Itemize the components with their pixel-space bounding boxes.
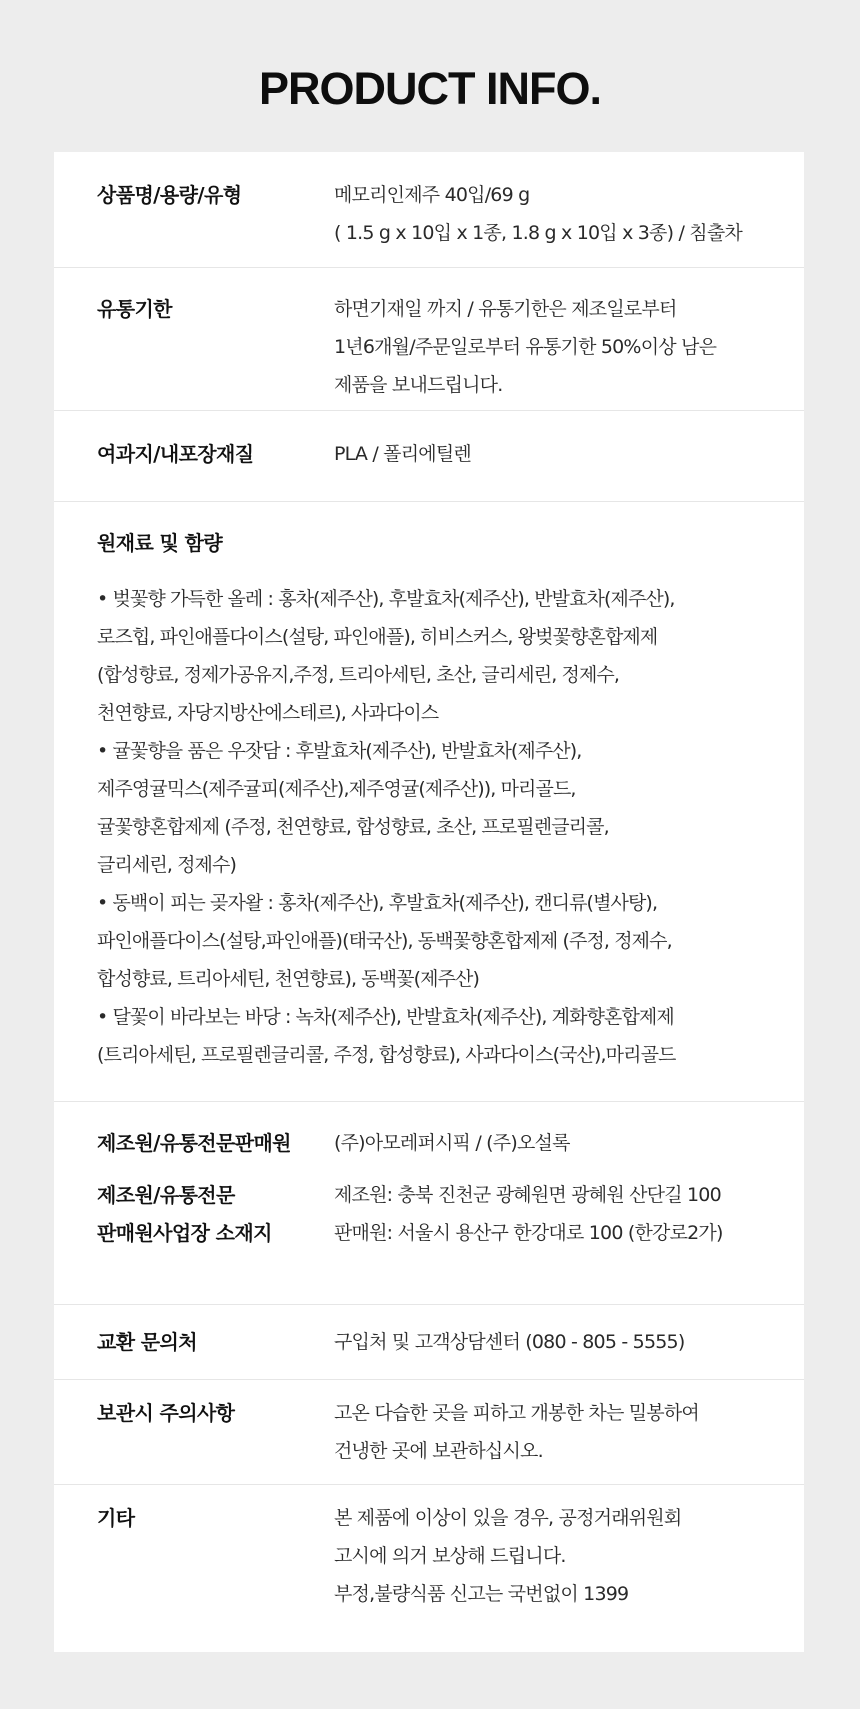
ingredient-line: 귤꽃향혼합제제 (주정, 천연향료, 합성향료, 초산, 프로필렌글리콜,: [97, 816, 609, 838]
row-value-address: [334, 1176, 794, 1252]
value-line: 하면기재일 까지 / 유통기한은 제조일로부터: [334, 298, 677, 320]
row-value: [334, 290, 794, 404]
row-value: [334, 1394, 794, 1470]
row-label: 기타: [97, 1506, 135, 1530]
row-product-name: [54, 152, 804, 267]
row-material: [54, 410, 804, 501]
ingredient-line: • 달꽃이 바라보는 바당 : 녹차(제주산), 반발효차(제주산), 계화향혼합제제: [97, 1006, 674, 1028]
ingredient-line: • 벚꽃향 가득한 올레 : 홍차(제주산), 후발효차(제주산), 반발효차(제주산),: [97, 588, 675, 610]
ingredient-line: • 동백이 피는 곶자왈 : 홍차(제주산), 후발효차(제주산), 캔디류(별사탕),: [97, 892, 658, 914]
row-maker-address: [54, 1101, 804, 1304]
row-expiry: [54, 267, 804, 410]
value-line: (주)아모레퍼시픽 / (주)오설록: [334, 1132, 570, 1154]
value-line: 1년6개월/주문일로부터 유통기한 50%이상 남은: [334, 336, 717, 358]
ingredient-line: 글리세린, 정제수): [97, 854, 236, 876]
product-info-table: [54, 152, 804, 1652]
row-label-address: [97, 1176, 272, 1252]
ingredient-line: 합성향료, 트리아세틴, 천연향료), 동백꽃(제주산): [97, 968, 480, 990]
row-storage: [54, 1379, 804, 1484]
row-value: [334, 1323, 794, 1361]
ingredient-line: (합성향료, 정제가공유지,주정, 트리아세틴, 초산, 글리세린, 정제수,: [97, 664, 619, 686]
row-value: [334, 435, 794, 473]
row-exchange: [54, 1304, 804, 1379]
value-line: 건냉한 곳에 보관하십시오.: [334, 1440, 543, 1462]
row-label: 여과지/내포장재질: [97, 442, 254, 466]
value-line: 부정,불량식품 신고는 국번없이 1399: [334, 1583, 629, 1605]
row-label: 교환 문의처: [97, 1330, 197, 1354]
value-line: 고시에 의거 보상해 드립니다.: [334, 1545, 566, 1567]
ingredient-line: 로즈힙, 파인애플다이스(설탕, 파인애플), 히비스커스, 왕벚꽃향혼합제제: [97, 626, 658, 648]
row-etc: [54, 1484, 804, 1652]
value-line: 판매원: 서울시 용산구 한강대로 100 (한강로2가): [334, 1222, 723, 1244]
ingredient-line: 파인애플다이스(설탕,파인애플)(태국산), 동백꽃향혼합제제 (주정, 정제수,: [97, 930, 672, 952]
row-value: [334, 176, 794, 252]
value-line: PLA / 폴리에틸렌: [334, 443, 471, 465]
page-title: PRODUCT INFO.: [259, 63, 601, 114]
row-ingredients: [54, 501, 804, 1101]
row-label: 유통기한: [97, 297, 172, 321]
row-label: 보관시 주의사항: [97, 1401, 235, 1425]
row-label: 원재료 및 함량: [97, 531, 223, 555]
value-line: 제조원: 충북 진천군 광혜원면 광혜원 산단길 100: [334, 1184, 721, 1206]
row-label: 제조원/유통전문판매원: [97, 1131, 291, 1155]
value-line: 고온 다습한 곳을 피하고 개봉한 차는 밀봉하여: [334, 1402, 699, 1424]
value-line: 본 제품에 이상이 있을 경우, 공정거래위원회: [334, 1507, 682, 1529]
value-line: 메모리인제주 40입/69 g: [334, 184, 530, 206]
label-line: 판매원사업장 소재지: [97, 1221, 272, 1245]
ingredients-list: [97, 580, 787, 1074]
ingredient-line: (트리아세틴, 프로필렌글리콜, 주정, 합성향료), 사과다이스(국산),마리골드: [97, 1044, 676, 1066]
label-line: 제조원/유통전문: [97, 1183, 235, 1207]
row-value: [334, 1499, 794, 1613]
row-label: 상품명/용량/유형: [97, 183, 242, 207]
value-line: 제품을 보내드립니다.: [334, 374, 503, 396]
ingredient-line: 제주영귤믹스(제주귤피(제주산),제주영귤(제주산)), 마리골드,: [97, 778, 576, 800]
value-line: 구입처 및 고객상담센터 (080 - 805 - 5555): [334, 1331, 685, 1353]
value-line: ( 1.5 g x 10입 x 1종, 1.8 g x 10입 x 3종) / 침출차: [334, 222, 742, 244]
row-value: [334, 1124, 794, 1162]
ingredient-line: • 귤꽃향을 품은 우잣담 : 후발효차(제주산), 반발효차(제주산),: [97, 740, 582, 762]
ingredient-line: 천연향료, 자당지방산에스테르), 사과다이스: [97, 702, 439, 724]
